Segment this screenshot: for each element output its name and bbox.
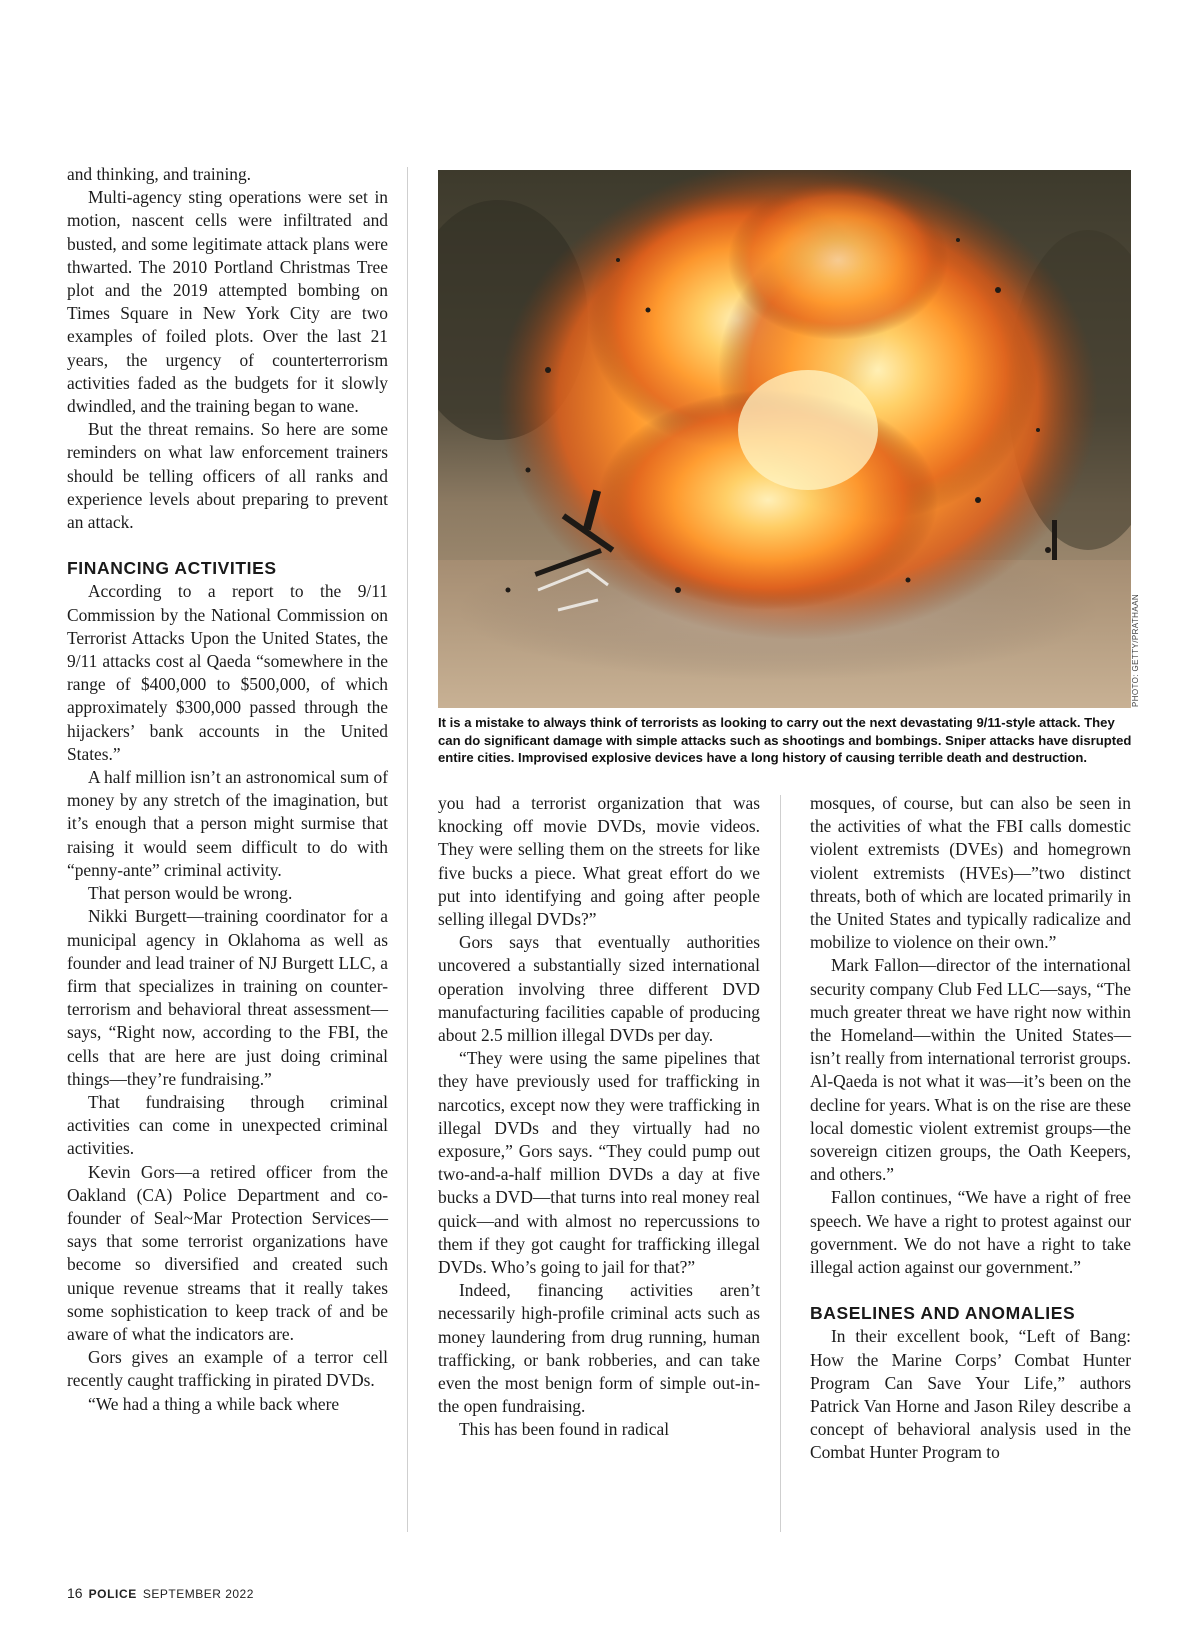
issue-date: SEPTEMBER 2022 (142, 1587, 254, 1601)
paragraph: Mark Fallon—director of the international security company Club Fed LLC—says, “The much greater threat we have right now within the Homeland—within the United States—isn’t really from international terrorist groups. Al-Qaeda is not what it was—it’s been on the decline for years. What is on the rise are these local domestic violent extremist groups—the sovereign citizen groups, the Oath Keepers, and others.” (810, 955, 1131, 1185)
paragraph: Kevin Gors—a retired officer from the Oakland (CA) Police Department and co-founder of Seal~Mar Protection Services—says that some terrorist organizations have become so diversified and created such unique revenue streams that it really takes some sophistication to keep track of and be aware of what the indicators are. (67, 1161, 388, 1344)
middle-column (438, 792, 760, 1442)
page-footer (67, 1585, 254, 1601)
paragraph: you had a terrorist organization that was knocking off movie DVDs, movie videos. They were selling them on the streets for like five bucks a piece. What great effort do we put into identifying and going after people selling illegal DVDs?” (438, 793, 760, 930)
paragraph: Multi-agency sting operations were set in motion, nascent cells were infiltrated and busted, and some legitimate attack plans were thwarted. The 2010 Portland Christmas Tree plot and the 2019 attempted bombing on Times Square in New York City are two examples of foiled plots. Over the last 21 years, the urgency of counterterrorism activities faded as the budgets for it slowly dwindled, and the training began to wane. (67, 187, 388, 417)
explosion-photo (438, 170, 1131, 708)
paragraph: In their excellent book, “Left of Bang: How the Marine Corps’ Combat Hunter Program Can Save Your Life,” authors Patrick Van Horne and Jason Riley describe a concept of behavioral analysis used in the Combat Hunter Program to (810, 1326, 1131, 1463)
paragraph: According to a report to the 9/11 Commission by the National Commission on Terrorist Attacks Upon the United States, the 9/11 attacks cost al Qaeda “somewhere in the range of $400,000 to $500,000, of which approximately $300,000 passed through the hijackers’ bank accounts in the United States.” (67, 581, 388, 764)
section-spacer (67, 534, 388, 557)
paragraph: Nikki Burgett—training coordinator for a municipal agency in Oklahoma as well as founder and lead trainer of NJ Burgett LLC, a firm that specializes in training on counter-terrorism and behavioral threat assessment—says, “Right now, according to the FBI, the cells that are here are just doing criminal things—they’re fundraising.” (67, 906, 388, 1089)
paragraph: A half million isn’t an astronomical sum of money by any stretch of the imagination, but it’s enough that a person might surmise that raising it would seem difficult to do with “penny-ante” criminal activity. (67, 767, 388, 880)
paragraph: That fundraising through criminal activities can come in unexpected criminal activities. (67, 1091, 388, 1159)
paragraph: and thinking, and training. (67, 164, 252, 184)
paragraph: Indeed, financing activities aren’t necessarily high-profile criminal acts such as money laundering from drug running, human trafficking, or bank robberies, and can take even the most benign form of simple out-in-the open fundraising. (438, 1280, 760, 1417)
column-divider (407, 167, 408, 1532)
paragraph: This has been found in radical (459, 1419, 670, 1440)
photo-credit: PHOTO: GETTY/PRATHAAN (1131, 593, 1140, 707)
paragraph: mosques, of course, but can also be seen in the activities of what the FBI calls domestic violent extremists (DVEs) and homegrown violent extremists (HVEs)—”two distinct threats, both of which are located primarily in the United States and typically radicalize and mobilize to violence on their own.” (810, 793, 1131, 953)
paragraph: “We had a thing a while back where (88, 1393, 340, 1414)
paragraph: That person would be wrong. (88, 883, 293, 904)
section-spacer (810, 1279, 1131, 1302)
paragraph: Fallon continues, “We have a right of free speech. We have a right to protest against our government. We do not have a right to take illegal action against our government.” (810, 1187, 1131, 1278)
column-divider (780, 795, 781, 1532)
page-number: 16 (67, 1585, 83, 1601)
magazine-name: POLICE (88, 1587, 137, 1601)
paragraph: “They were using the same pipelines that they have previously used for trafficking in narcotics, except now they were trafficking in illegal DVDs and they virtually had no exposure,” Gors says. “They could pump out two-and-a-half million DVDs a day at five bucks a DVD—that turns into real money real quick—and with almost no repercussions to them if they got caught for trafficking illegal DVDs. Who’s going to jail for that?” (438, 1048, 760, 1278)
paragraph: Gors gives an example of a terror cell recently caught trafficking in pirated DVDs. (67, 1347, 388, 1391)
paragraph: Gors says that eventually authorities uncovered a substantially sized international operation involving three different DVD manufacturing facilities capable of producing about 2.5 million illegal DVDs per day. (438, 932, 760, 1046)
section-heading: FINANCING ACTIVITIES (67, 558, 277, 579)
photo-caption: It is a mistake to always think of terrorists as looking to carry out the next devastating 9/11-style attack. They can do significant damage with simple attacks such as shootings and bombings. Sniper attacks have disrupted entire cities. Improvised explosive devices have a long history of causing terrible death and destruction. (438, 715, 1132, 766)
section-heading: BASELINES AND ANOMALIES (810, 1303, 1076, 1324)
left-column (67, 163, 388, 1416)
paragraph: But the threat remains. So here are some reminders on what law enforcement trainers should be telling officers of all ranks and experience levels about preparing to prevent an attack. (67, 419, 388, 533)
right-column (810, 792, 1131, 1465)
